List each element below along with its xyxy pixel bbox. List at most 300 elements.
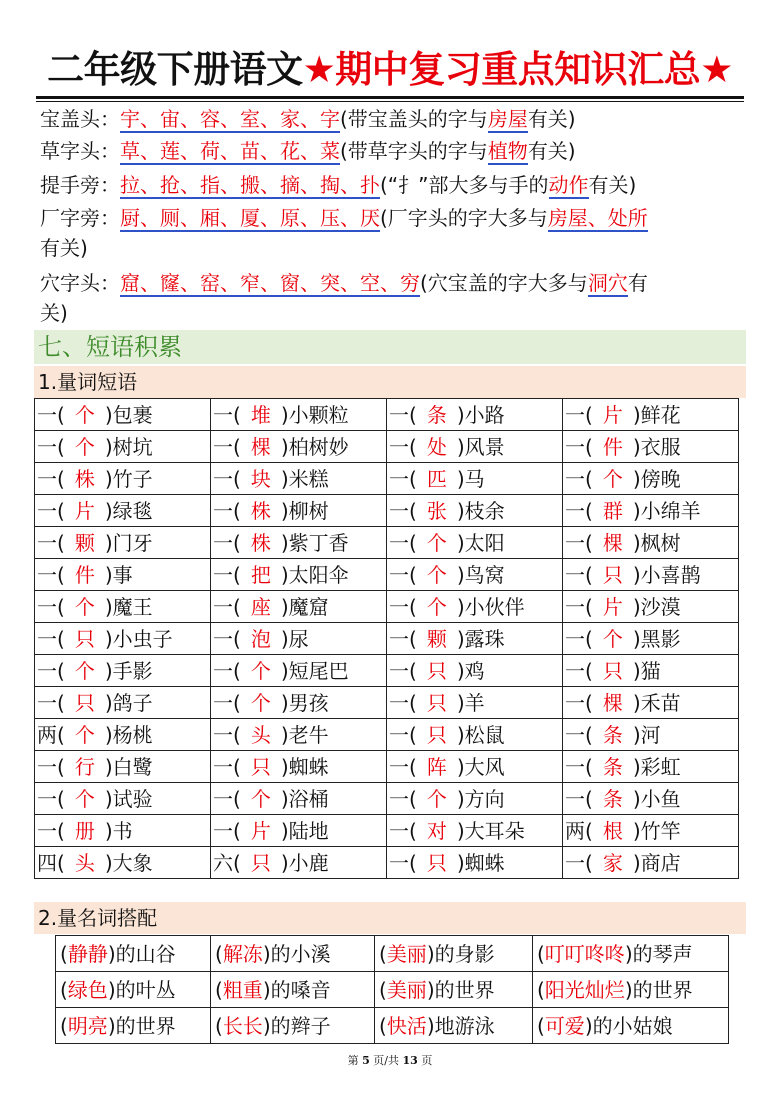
radical-note: (穴宝盖的字大多与 bbox=[420, 271, 588, 295]
measure-word-heading: 1.量词短语 bbox=[34, 366, 746, 398]
cell-noun: )枝余 bbox=[456, 498, 505, 523]
adj-noun-cell bbox=[211, 936, 375, 972]
cell-noun: )的琴声 bbox=[624, 941, 693, 966]
measure-word-cell bbox=[35, 591, 211, 623]
measure-word: 个 bbox=[426, 562, 447, 587]
measure-word-cell bbox=[387, 783, 563, 815]
cell-noun: )尿 bbox=[280, 626, 309, 651]
adjective: 静静 bbox=[67, 941, 108, 966]
adj-noun-cell bbox=[375, 972, 533, 1008]
cell-noun: )鸟窝 bbox=[456, 562, 505, 587]
measure-word-cell bbox=[35, 751, 211, 783]
radical-chars: 拉、抢、指、搬、摘、掏、扑 bbox=[120, 173, 380, 197]
cell-noun: )傍晚 bbox=[632, 466, 681, 491]
measure-word: 把 bbox=[250, 562, 271, 587]
cell-open: ( bbox=[537, 1013, 545, 1038]
cell-noun: )紫丁香 bbox=[280, 530, 349, 555]
measure-word-cell bbox=[387, 431, 563, 463]
measure-word-cell bbox=[387, 399, 563, 431]
measure-word: 头 bbox=[74, 850, 95, 875]
measure-word: 座 bbox=[250, 594, 271, 619]
measure-word: 只 bbox=[426, 850, 447, 875]
footer-suffix: 页 bbox=[417, 1054, 433, 1067]
measure-word: 家 bbox=[602, 850, 623, 875]
measure-word-cell bbox=[211, 783, 387, 815]
cell-prefix: 一( bbox=[389, 498, 417, 523]
measure-word-cell bbox=[563, 527, 739, 559]
measure-word: 个 bbox=[74, 594, 95, 619]
cell-noun: )河 bbox=[632, 722, 661, 747]
measure-word-cell bbox=[563, 431, 739, 463]
measure-word: 片 bbox=[602, 594, 623, 619]
footer-prefix: 第 bbox=[347, 1054, 363, 1067]
measure-word-cell bbox=[35, 463, 211, 495]
cell-prefix: 一( bbox=[37, 594, 65, 619]
measure-word-cell bbox=[211, 655, 387, 687]
table-row bbox=[35, 719, 739, 751]
measure-word: 张 bbox=[426, 498, 447, 523]
measure-word: 堆 bbox=[250, 402, 271, 427]
cell-prefix: 六( bbox=[213, 850, 241, 875]
measure-word-cell bbox=[35, 559, 211, 591]
measure-word-cell bbox=[387, 815, 563, 847]
measure-word-cell bbox=[387, 559, 563, 591]
cell-prefix: 一( bbox=[389, 786, 417, 811]
measure-word: 个 bbox=[602, 626, 623, 651]
cell-prefix: 一( bbox=[389, 690, 417, 715]
adjective: 阳光灿烂 bbox=[544, 977, 625, 1002]
cell-noun: )小虫子 bbox=[104, 626, 173, 651]
cell-open: ( bbox=[215, 1013, 223, 1038]
cell-open: ( bbox=[60, 977, 68, 1002]
cell-noun: )浴桶 bbox=[280, 786, 329, 811]
measure-word-cell bbox=[387, 463, 563, 495]
cell-prefix: 一( bbox=[37, 658, 65, 683]
measure-word: 只 bbox=[602, 562, 623, 587]
cell-noun: )蜘蛛 bbox=[280, 754, 329, 779]
measure-word-cell bbox=[211, 431, 387, 463]
adj-noun-cell bbox=[211, 1008, 375, 1044]
table-row bbox=[35, 431, 739, 463]
section-7-heading: 七、短语积累 bbox=[34, 330, 746, 364]
cell-prefix: 一( bbox=[213, 690, 241, 715]
measure-word-cell bbox=[35, 495, 211, 527]
adj-noun-cell bbox=[533, 936, 729, 972]
radical-chars: 窟、窿、窑、窄、窗、突、空、穷 bbox=[120, 271, 420, 295]
cell-prefix: 一( bbox=[389, 658, 417, 683]
cell-prefix: 一( bbox=[565, 658, 593, 683]
measure-word-cell bbox=[211, 527, 387, 559]
measure-word-cell bbox=[35, 847, 211, 879]
cell-prefix: 一( bbox=[213, 434, 241, 459]
measure-word: 株 bbox=[250, 498, 271, 523]
cell-noun: )太阳伞 bbox=[280, 562, 349, 587]
measure-word-cell bbox=[211, 751, 387, 783]
measure-word: 个 bbox=[426, 530, 447, 555]
table-row bbox=[56, 972, 729, 1008]
measure-word-cell bbox=[563, 399, 739, 431]
cell-prefix: 一( bbox=[565, 402, 593, 427]
cell-noun: )小伙伴 bbox=[456, 594, 525, 619]
cell-noun: )小路 bbox=[456, 402, 505, 427]
measure-word-cell bbox=[35, 527, 211, 559]
table-row bbox=[56, 1008, 729, 1044]
cell-noun: )男孩 bbox=[280, 690, 329, 715]
cell-noun: )的小溪 bbox=[262, 941, 331, 966]
cell-noun: )大象 bbox=[104, 850, 153, 875]
cell-prefix: 四( bbox=[37, 850, 65, 875]
footer-page-total: 13 bbox=[402, 1054, 418, 1067]
adjective: 叮叮咚咚 bbox=[544, 941, 625, 966]
radical-name: 厂字旁： bbox=[40, 206, 120, 230]
radical-note-end: 有 bbox=[627, 271, 648, 295]
cell-prefix: 一( bbox=[565, 722, 593, 747]
cell-noun: )马 bbox=[456, 466, 485, 491]
cell-noun: )方向 bbox=[456, 786, 505, 811]
cell-prefix: 一( bbox=[565, 626, 593, 651]
adjective: 长长 bbox=[222, 1013, 263, 1038]
radical-keyword: 动作 bbox=[548, 173, 589, 197]
measure-word-cell bbox=[563, 847, 739, 879]
cell-noun: )大耳朵 bbox=[456, 818, 525, 843]
measure-word: 泡 bbox=[250, 626, 271, 651]
cell-noun: )鲜花 bbox=[632, 402, 681, 427]
measure-word-cell bbox=[387, 655, 563, 687]
cell-noun: )商店 bbox=[632, 850, 681, 875]
measure-word-cell bbox=[211, 399, 387, 431]
cell-prefix: 一( bbox=[213, 530, 241, 555]
cell-open: ( bbox=[60, 1013, 68, 1038]
cell-prefix: 一( bbox=[389, 562, 417, 587]
radical-note-end: 有关) bbox=[588, 173, 637, 197]
measure-word: 只 bbox=[74, 690, 95, 715]
table-row bbox=[35, 783, 739, 815]
cell-noun: )地游泳 bbox=[426, 1013, 495, 1038]
cell-noun: )的山谷 bbox=[107, 941, 176, 966]
measure-word-cell bbox=[211, 559, 387, 591]
cell-noun: )鸡 bbox=[456, 658, 485, 683]
measure-word-cell bbox=[387, 591, 563, 623]
measure-word-cell bbox=[35, 655, 211, 687]
cell-open: ( bbox=[379, 977, 387, 1002]
measure-word: 行 bbox=[74, 754, 95, 779]
cell-noun: )柏树妙 bbox=[280, 434, 349, 459]
page-footer bbox=[0, 1052, 780, 1068]
measure-word-cell bbox=[563, 559, 739, 591]
cell-noun: )衣服 bbox=[632, 434, 681, 459]
cell-noun: )米糕 bbox=[280, 466, 329, 491]
cell-noun: )杨桃 bbox=[104, 722, 153, 747]
cell-prefix: 一( bbox=[389, 626, 417, 651]
cell-prefix: 一( bbox=[37, 530, 65, 555]
cell-prefix: 一( bbox=[37, 466, 65, 491]
measure-word: 片 bbox=[74, 498, 95, 523]
measure-word-cell bbox=[211, 847, 387, 879]
cell-prefix: 一( bbox=[37, 402, 65, 427]
measure-word-cell bbox=[563, 463, 739, 495]
cell-noun: )竹子 bbox=[104, 466, 153, 491]
cell-noun: )黑影 bbox=[632, 626, 681, 651]
cell-noun: )小颗粒 bbox=[280, 402, 349, 427]
table-row bbox=[35, 623, 739, 655]
measure-word-cell bbox=[387, 847, 563, 879]
radical-keyword: 植物 bbox=[487, 139, 528, 163]
measure-word: 册 bbox=[74, 818, 95, 843]
cell-noun: )事 bbox=[104, 562, 133, 587]
cell-noun: )小喜鹊 bbox=[632, 562, 701, 587]
cell-noun: )绿毯 bbox=[104, 498, 153, 523]
cell-noun: )枫树 bbox=[632, 530, 681, 555]
cell-noun: )门牙 bbox=[104, 530, 153, 555]
measure-word: 只 bbox=[426, 722, 447, 747]
radical-name: 草字头： bbox=[40, 139, 120, 163]
cell-prefix: 一( bbox=[213, 466, 241, 491]
title-main: 二年级下册语文 bbox=[47, 48, 303, 91]
measure-word-cell bbox=[563, 815, 739, 847]
measure-word-cell bbox=[387, 687, 563, 719]
radical-name: 提手旁： bbox=[40, 173, 120, 197]
cell-prefix: 一( bbox=[37, 562, 65, 587]
table-row bbox=[35, 399, 739, 431]
cell-prefix: 一( bbox=[213, 498, 241, 523]
measure-word-cell bbox=[563, 751, 739, 783]
measure-word: 条 bbox=[426, 402, 447, 427]
radical-chars: 草、莲、荷、苗、花、菜 bbox=[120, 139, 340, 163]
table-row bbox=[35, 655, 739, 687]
radical-keyword: 房屋 bbox=[487, 107, 528, 131]
radical-line bbox=[40, 170, 636, 200]
cell-noun: )蜘蛛 bbox=[456, 850, 505, 875]
cell-prefix: 一( bbox=[389, 818, 417, 843]
cell-prefix: 一( bbox=[389, 434, 417, 459]
cell-prefix: 一( bbox=[389, 466, 417, 491]
measure-word: 棵 bbox=[602, 530, 623, 555]
cell-prefix: 一( bbox=[213, 626, 241, 651]
radical-note: (“扌”部大多与手的 bbox=[380, 173, 549, 197]
cell-noun: )大风 bbox=[456, 754, 505, 779]
measure-word: 个 bbox=[74, 658, 95, 683]
cell-noun: )白鹭 bbox=[104, 754, 153, 779]
cell-open: ( bbox=[379, 1013, 387, 1038]
cell-noun: )的世界 bbox=[107, 1013, 176, 1038]
measure-word-cell bbox=[211, 815, 387, 847]
measure-word-cell bbox=[35, 815, 211, 847]
measure-word: 根 bbox=[602, 818, 623, 843]
cell-noun: )包裹 bbox=[104, 402, 153, 427]
radical-name: 宝盖头： bbox=[40, 107, 120, 131]
adj-noun-cell bbox=[533, 972, 729, 1008]
cell-prefix: 一( bbox=[565, 786, 593, 811]
cell-noun: )羊 bbox=[456, 690, 485, 715]
measure-word-cell bbox=[387, 527, 563, 559]
table-row bbox=[35, 815, 739, 847]
cell-prefix: 一( bbox=[389, 594, 417, 619]
measure-word: 只 bbox=[74, 626, 95, 651]
footer-middle: 页/共 bbox=[369, 1054, 403, 1067]
measure-word: 件 bbox=[74, 562, 95, 587]
measure-word-cell bbox=[35, 687, 211, 719]
cell-prefix: 一( bbox=[565, 466, 593, 491]
title-highlight: ★期中复习重点知识汇总★ bbox=[302, 48, 733, 91]
cell-noun: )彩虹 bbox=[632, 754, 681, 779]
cell-prefix: 一( bbox=[565, 562, 593, 587]
cell-noun: )的世界 bbox=[426, 977, 495, 1002]
measure-word-cell bbox=[211, 463, 387, 495]
cell-prefix: 两( bbox=[565, 818, 593, 843]
cell-prefix: 一( bbox=[389, 402, 417, 427]
measure-word-cell bbox=[563, 687, 739, 719]
adjective: 可爱 bbox=[544, 1013, 585, 1038]
table-row bbox=[35, 687, 739, 719]
cell-open: ( bbox=[537, 941, 545, 966]
adj-noun-heading: 2.量名词搭配 bbox=[34, 902, 746, 934]
measure-word-cell bbox=[35, 623, 211, 655]
table-row bbox=[35, 527, 739, 559]
measure-word: 只 bbox=[426, 658, 447, 683]
measure-word: 颗 bbox=[74, 530, 95, 555]
cell-prefix: 一( bbox=[565, 530, 593, 555]
radical-keyword: 房屋、处所 bbox=[547, 206, 648, 230]
measure-word-cell bbox=[35, 431, 211, 463]
cell-noun: )魔窟 bbox=[280, 594, 329, 619]
measure-word: 群 bbox=[602, 498, 623, 523]
adj-noun-cell bbox=[56, 972, 211, 1008]
cell-prefix: 一( bbox=[565, 594, 593, 619]
measure-word-cell bbox=[387, 623, 563, 655]
measure-word: 株 bbox=[74, 466, 95, 491]
table-row bbox=[56, 936, 729, 972]
measure-word-cell bbox=[563, 495, 739, 527]
measure-word: 匹 bbox=[426, 466, 447, 491]
cell-noun: )沙漠 bbox=[632, 594, 681, 619]
table-row bbox=[35, 751, 739, 783]
measure-word: 件 bbox=[602, 434, 623, 459]
radical-note-end: 有关) bbox=[527, 107, 576, 131]
cell-noun: )的嗓音 bbox=[262, 977, 331, 1002]
measure-word-cell bbox=[563, 719, 739, 751]
cell-noun: )小绵羊 bbox=[632, 498, 701, 523]
cell-prefix: 两( bbox=[37, 722, 65, 747]
measure-word-cell bbox=[563, 623, 739, 655]
adjective: 绿色 bbox=[67, 977, 108, 1002]
measure-word: 条 bbox=[602, 722, 623, 747]
adjective: 美丽 bbox=[386, 941, 427, 966]
cell-prefix: 一( bbox=[565, 754, 593, 779]
cell-noun: )小鱼 bbox=[632, 786, 681, 811]
measure-word: 个 bbox=[250, 690, 271, 715]
measure-word: 个 bbox=[250, 658, 271, 683]
measure-word: 片 bbox=[250, 818, 271, 843]
cell-prefix: 一( bbox=[213, 562, 241, 587]
cell-noun: )陆地 bbox=[280, 818, 329, 843]
adj-noun-cell bbox=[533, 1008, 729, 1044]
cell-open: ( bbox=[379, 941, 387, 966]
cell-noun: )老牛 bbox=[280, 722, 329, 747]
cell-prefix: 一( bbox=[213, 754, 241, 779]
measure-word: 只 bbox=[426, 690, 447, 715]
adjective: 快活 bbox=[386, 1013, 427, 1038]
measure-word-cell bbox=[563, 655, 739, 687]
measure-word: 株 bbox=[250, 530, 271, 555]
cell-prefix: 一( bbox=[37, 786, 65, 811]
radical-line bbox=[40, 136, 576, 166]
cell-prefix: 一( bbox=[565, 850, 593, 875]
adj-noun-cell bbox=[211, 972, 375, 1008]
cell-prefix: 一( bbox=[389, 722, 417, 747]
measure-word: 条 bbox=[602, 754, 623, 779]
measure-word: 颗 bbox=[426, 626, 447, 651]
cell-noun: )禾苗 bbox=[632, 690, 681, 715]
measure-word: 块 bbox=[250, 466, 271, 491]
cell-prefix: 一( bbox=[389, 530, 417, 555]
measure-word-cell bbox=[211, 623, 387, 655]
cell-prefix: 一( bbox=[37, 626, 65, 651]
cell-open: ( bbox=[215, 941, 223, 966]
cell-noun: )的身影 bbox=[426, 941, 495, 966]
cell-noun: )的叶丛 bbox=[107, 977, 176, 1002]
radical-note-end: 有关) bbox=[527, 139, 576, 163]
measure-word-cell bbox=[563, 783, 739, 815]
cell-noun: )魔王 bbox=[104, 594, 153, 619]
measure-word: 处 bbox=[426, 434, 447, 459]
cell-prefix: 一( bbox=[37, 498, 65, 523]
cell-prefix: 一( bbox=[213, 818, 241, 843]
cell-prefix: 一( bbox=[37, 754, 65, 779]
cell-noun: )松鼠 bbox=[456, 722, 505, 747]
adj-noun-table bbox=[55, 935, 729, 1044]
cell-prefix: 一( bbox=[565, 690, 593, 715]
measure-word-cell bbox=[387, 495, 563, 527]
cell-noun: )树坑 bbox=[104, 434, 153, 459]
measure-word: 条 bbox=[602, 786, 623, 811]
radical-chars: 宇、宙、容、室、家、字 bbox=[120, 107, 340, 131]
cell-noun: )的世界 bbox=[624, 977, 693, 1002]
measure-word: 对 bbox=[426, 818, 447, 843]
cell-noun: )小鹿 bbox=[280, 850, 329, 875]
cell-prefix: 一( bbox=[389, 754, 417, 779]
measure-word: 个 bbox=[74, 434, 95, 459]
adjective: 粗重 bbox=[222, 977, 263, 1002]
cell-prefix: 一( bbox=[565, 434, 593, 459]
cell-prefix: 一( bbox=[37, 818, 65, 843]
measure-word-cell bbox=[35, 783, 211, 815]
adj-noun-cell bbox=[375, 1008, 533, 1044]
cell-noun: )手影 bbox=[104, 658, 153, 683]
measure-word: 只 bbox=[250, 850, 271, 875]
measure-word: 阵 bbox=[426, 754, 447, 779]
measure-word: 个 bbox=[602, 466, 623, 491]
cell-noun: )风景 bbox=[456, 434, 505, 459]
cell-noun: )书 bbox=[104, 818, 133, 843]
cell-prefix: 一( bbox=[213, 786, 241, 811]
measure-word: 个 bbox=[426, 786, 447, 811]
measure-word: 个 bbox=[74, 402, 95, 427]
measure-word: 个 bbox=[426, 594, 447, 619]
cell-prefix: 一( bbox=[213, 722, 241, 747]
radical-note: (带草字头的字与 bbox=[340, 139, 488, 163]
adj-noun-cell bbox=[375, 936, 533, 972]
radical-note: (厂字头的字大多与 bbox=[380, 206, 548, 230]
cell-prefix: 一( bbox=[213, 594, 241, 619]
cell-noun: )柳树 bbox=[280, 498, 329, 523]
cell-open: ( bbox=[215, 977, 223, 1002]
measure-word: 只 bbox=[602, 658, 623, 683]
cell-noun: )竹竿 bbox=[632, 818, 681, 843]
radical-note: (带宝盖头的字与 bbox=[340, 107, 488, 131]
measure-word-cell bbox=[211, 495, 387, 527]
radical-keyword: 洞穴 bbox=[587, 271, 628, 295]
radical-line bbox=[40, 268, 648, 298]
